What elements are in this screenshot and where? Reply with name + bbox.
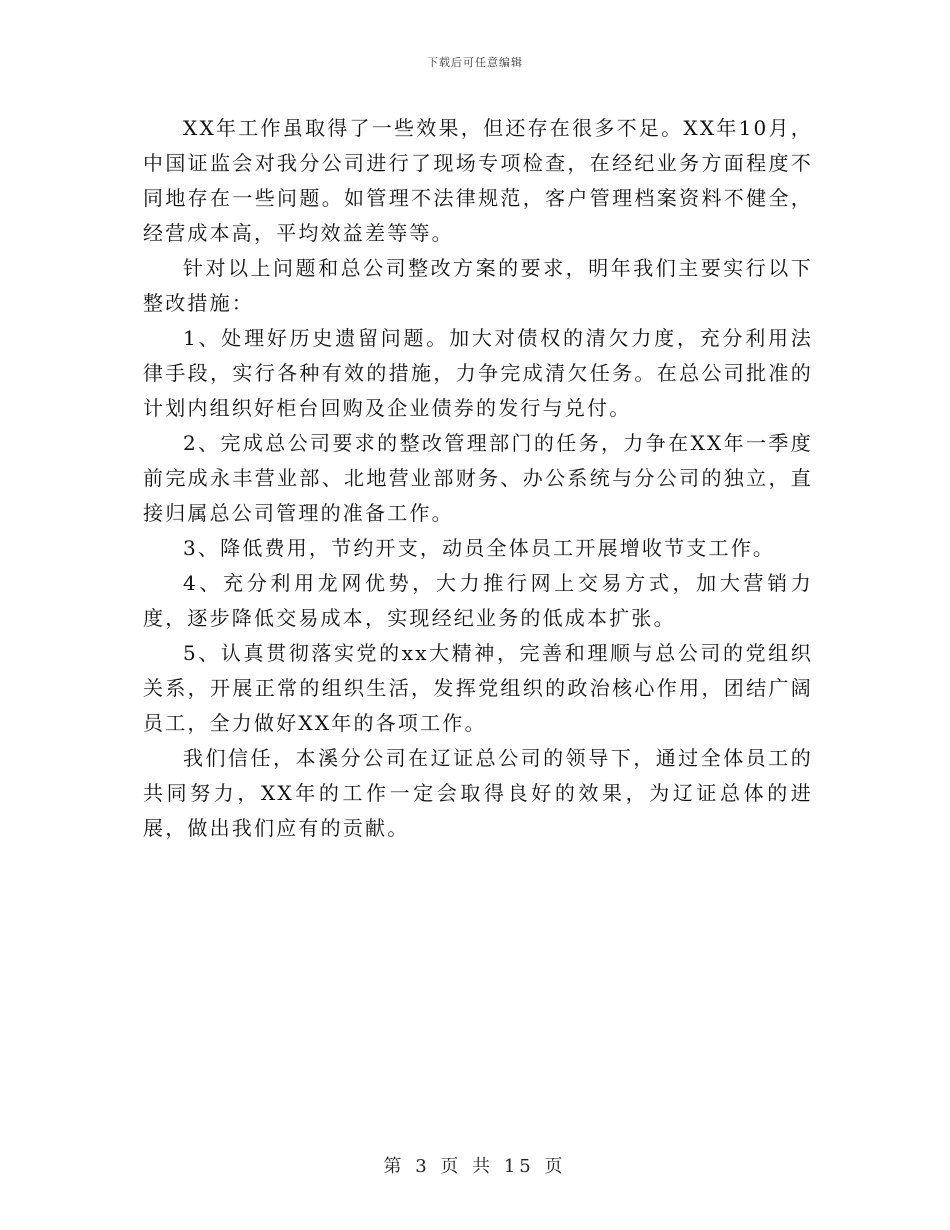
paragraph-conclusion: 我们信任，本溪分公司在辽证总公司的领导下，通过全体员工的共同努力，XX年的工作一定会取得良好的效果，为辽证总体的进展，做出我们应有的贡献。	[143, 746, 813, 840]
page-number: 第 3 页 共 15 页	[383, 1156, 567, 1177]
document-body	[143, 111, 813, 846]
paragraph-measure-2: 2、完成总公司要求的整改管理部门的任务，力争在XX年一季度前完成永丰营业部、北地营业部财务、办公系统与分公司的独立，直接归属总公司管理的准备工作。	[143, 431, 813, 525]
paragraph-measure-1: 1、处理好历史遗留问题。加大对债权的清欠力度，充分利用法律手段，实行各种有效的措施，力争完成清欠任务。在总公司批准的计划内组织好柜台回购及企业债券的发行与兑付。	[143, 326, 813, 420]
paragraph-measure-4: 4、充分利用龙网优势，大力推行网上交易方式，加大营销力度，逐步降低交易成本，实现经纪业务的低成本扩张。	[143, 571, 813, 630]
paragraph-measure-3: 3、降低费用，节约开支，动员全体员工开展增收节支工作。	[183, 536, 776, 560]
header-note: 下载后可任意编辑	[427, 56, 523, 69]
paragraph-summary: XX年工作虽取得了一些效果，但还存在很多不足。XX年10月，中国证监会对我分公司进行了现场专项检查，在经纪业务方面程度不同地存在一些问题。如管理不法律规范，客户管理档案资料不健全，经营成本高，平均效益差等等。	[143, 116, 813, 245]
paragraph-intro-measures: 针对以上问题和总公司整改方案的要求，明年我们主要实行以下整改措施：	[143, 256, 813, 315]
paragraph-measure-5: 5、认真贯彻落实党的xx大精神，完善和理顺与总公司的党组织关系，开展正常的组织生活，发挥党组织的政治核心作用，团结广阔员工，全力做好XX年的各项工作。	[143, 641, 813, 735]
